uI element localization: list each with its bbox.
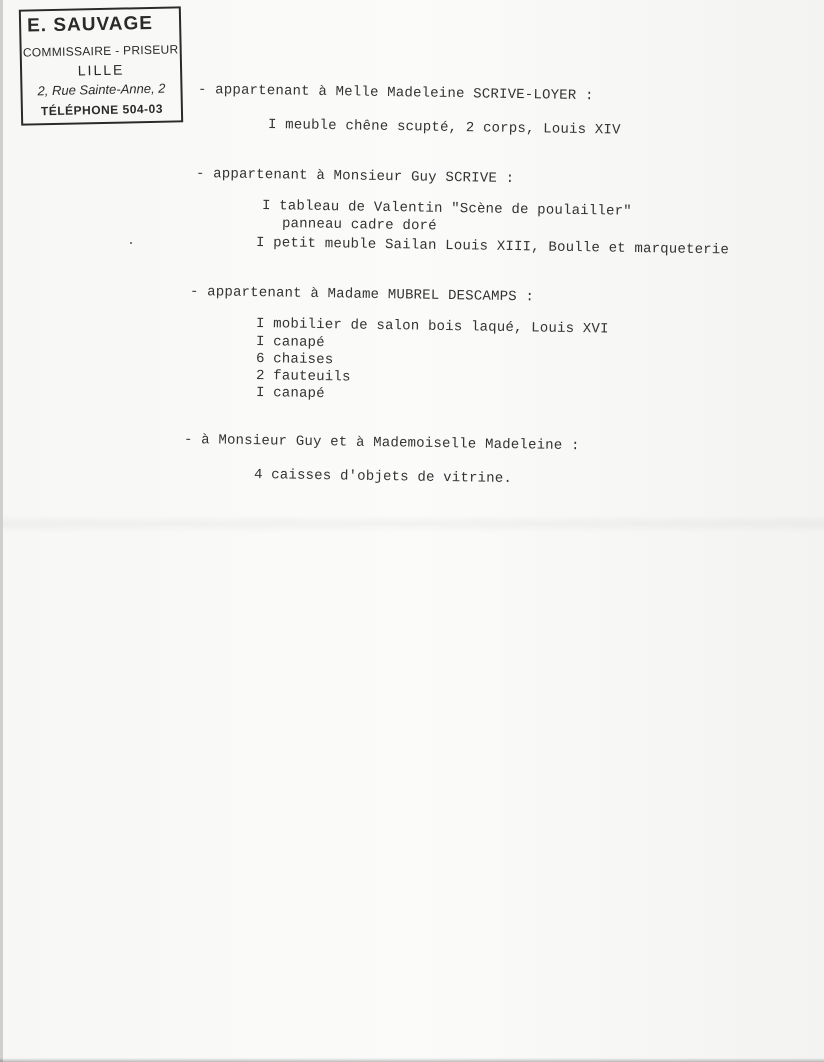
stamp-city: LILLE xyxy=(77,61,125,79)
paper-speck xyxy=(130,242,132,244)
stamp-name: E. SAUVAGE xyxy=(26,12,154,37)
list-item: 2 fauteuils xyxy=(255,368,351,386)
list-item: I meuble chêne scupté, 2 corps, Louis XIV xyxy=(267,117,621,139)
stamp-phone: TÉLÉPHONE 504-03 xyxy=(40,101,164,119)
page-left-edge xyxy=(0,0,3,1062)
section-heading-guy-scrive: - appartenant à Monsieur Guy SCRIVE : xyxy=(195,166,515,187)
section-heading-scrive-loyer: - appartenant à Melle Madeleine SCRIVE-LOYER : xyxy=(197,82,594,105)
section-heading-guy-and-madeleine: - à Monsieur Guy et à Mademoiselle Madeleine : xyxy=(183,432,580,455)
list-item: I mobilier de salon bois laqué, Louis XVI xyxy=(255,316,609,338)
list-item: I petit meuble Sailan Louis XIII, Boulle et marqueterie xyxy=(255,235,730,259)
auctioneer-stamp xyxy=(19,6,183,125)
list-item: I tableau de Valentin "Scène de poulailler" xyxy=(261,198,632,220)
page-bottom-edge xyxy=(0,1058,824,1062)
list-item: I canapé xyxy=(255,334,325,352)
list-item: I canapé xyxy=(255,385,325,403)
stamp-street: 2, Rue Sainte-Anne, 2 xyxy=(37,80,166,99)
section-heading-mubrel-descamps: - appartenant à Madame MUBREL DESCAMPS : xyxy=(189,284,535,306)
stamp-profession: COMMISSAIRE - PRISEUR xyxy=(22,42,179,60)
list-item: 4 caisses d'objets de vitrine. xyxy=(253,467,513,488)
list-item: 6 chaises xyxy=(255,351,334,369)
list-item: panneau cadre doré xyxy=(281,216,437,235)
